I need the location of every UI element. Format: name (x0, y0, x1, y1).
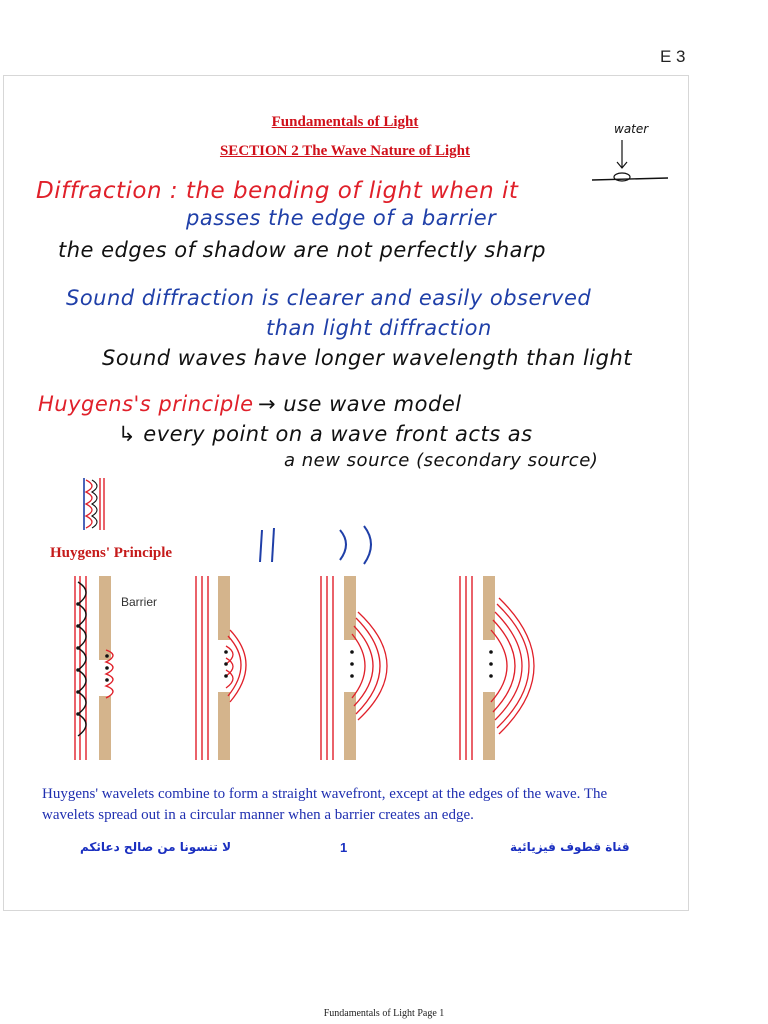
note-diffraction: Diffraction : the bending of light when it (36, 178, 519, 204)
footer-page-number: 1 (340, 840, 348, 855)
note-huygens: Huygens's principle (38, 392, 254, 416)
figure-title: Huygens' Principle (50, 545, 173, 561)
note-diffraction-cont: passes the edge of a barrier (186, 206, 497, 230)
note-wavelength: Sound waves have longer wavelength than light (102, 346, 633, 370)
footer-arabic-left: لا تنسونا من صالح دعائكم (80, 840, 232, 854)
page-number-label: E 3 (660, 47, 686, 66)
note-shadow: the edges of shadow are not perfectly sharp (58, 238, 546, 262)
page-footer: Fundamentals of Light Page 1 (323, 1008, 445, 1019)
panel-3 (321, 576, 387, 760)
footer-arabic-right: قناة قطوف فيزيائية (510, 840, 630, 854)
section-heading: SECTION 2 The Wave Nature of Light (219, 143, 471, 159)
note-new-source: a new source (secondary source) (284, 450, 599, 471)
note-sound-2: than light diffraction (266, 316, 492, 340)
barrier-label: Barrier (121, 595, 158, 609)
note-huygens-arrow: → use wave model (258, 392, 462, 416)
document-title: Fundamentals of Light (271, 114, 419, 130)
panel-1 (75, 576, 115, 760)
panel-4 (460, 576, 534, 760)
figure-caption: Huygens' wavelets combine to form a straight wavefront, except at the edges of the wave. The wavelets spread out in a circular manner when a barrier creates an edge. (42, 786, 608, 823)
water-annotation: water (614, 122, 649, 136)
panel-2 (196, 576, 246, 760)
note-sound-1: Sound diffraction is clearer and easily observed (66, 286, 592, 310)
note-every-point: ↳ every point on a wave front acts as (118, 422, 533, 446)
